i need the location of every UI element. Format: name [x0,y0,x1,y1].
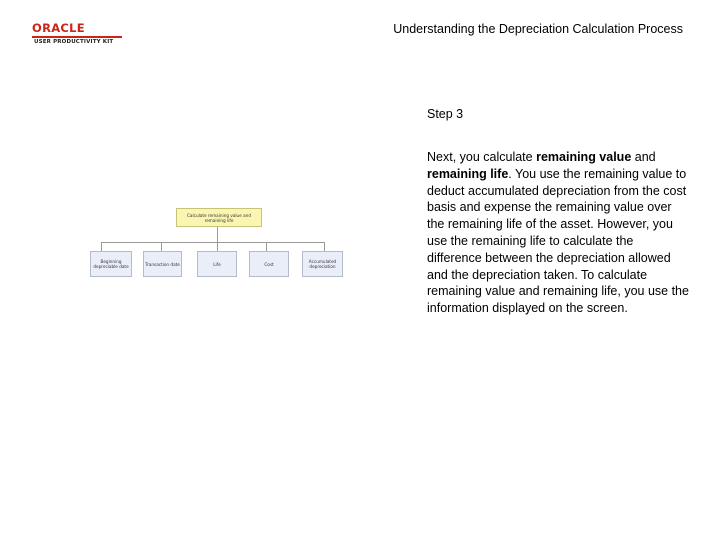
diagram-box-accumulated-depreciation: Accumulated depreciation [302,251,343,277]
logo-brand: ORACLE [32,21,85,35]
diagram-box-cost: Cost [249,251,289,277]
step-text-bold: remaining value [536,150,632,164]
connector-bar [101,242,324,243]
connector-drop [266,242,267,251]
calculation-diagram [86,204,346,280]
step-text-part: . You use the remaining value to deduct accumulated depreciation from the cost basis and expense the remaining value over the remaining life of the asset. However, you use the remaining life to calculate the difference between the depreciation allowed and the depreciation taken. To calculate remaining value and remaining life, you use the information displayed on the screen. [427,166,689,316]
step-text-part: Next, you calculate [427,150,537,164]
logo-rule [32,36,122,38]
connector-drop [101,242,102,251]
step-description [427,149,689,317]
step-title: Step 3 [427,107,464,121]
diagram-box-transaction-date: Transaction date [143,251,182,277]
diagram-box-beginning-date: Beginning depreciable date [90,251,132,277]
connector-drop [161,242,162,251]
oracle-upk-logo [32,22,124,50]
logo-product: USER PRODUCTIVITY KIT [34,39,114,45]
connector-drop [217,242,218,251]
step-text-bold: remaining life [427,166,509,181]
diagram-box-life: Life [197,251,237,277]
page-title: Understanding the Depreciation Calculation Process [393,22,683,36]
connector-drop [324,242,325,251]
connector-trunk [217,227,218,242]
diagram-box-remaining: Calculate remaining value and remaining life [176,208,262,227]
step-text-part: and [631,150,656,164]
